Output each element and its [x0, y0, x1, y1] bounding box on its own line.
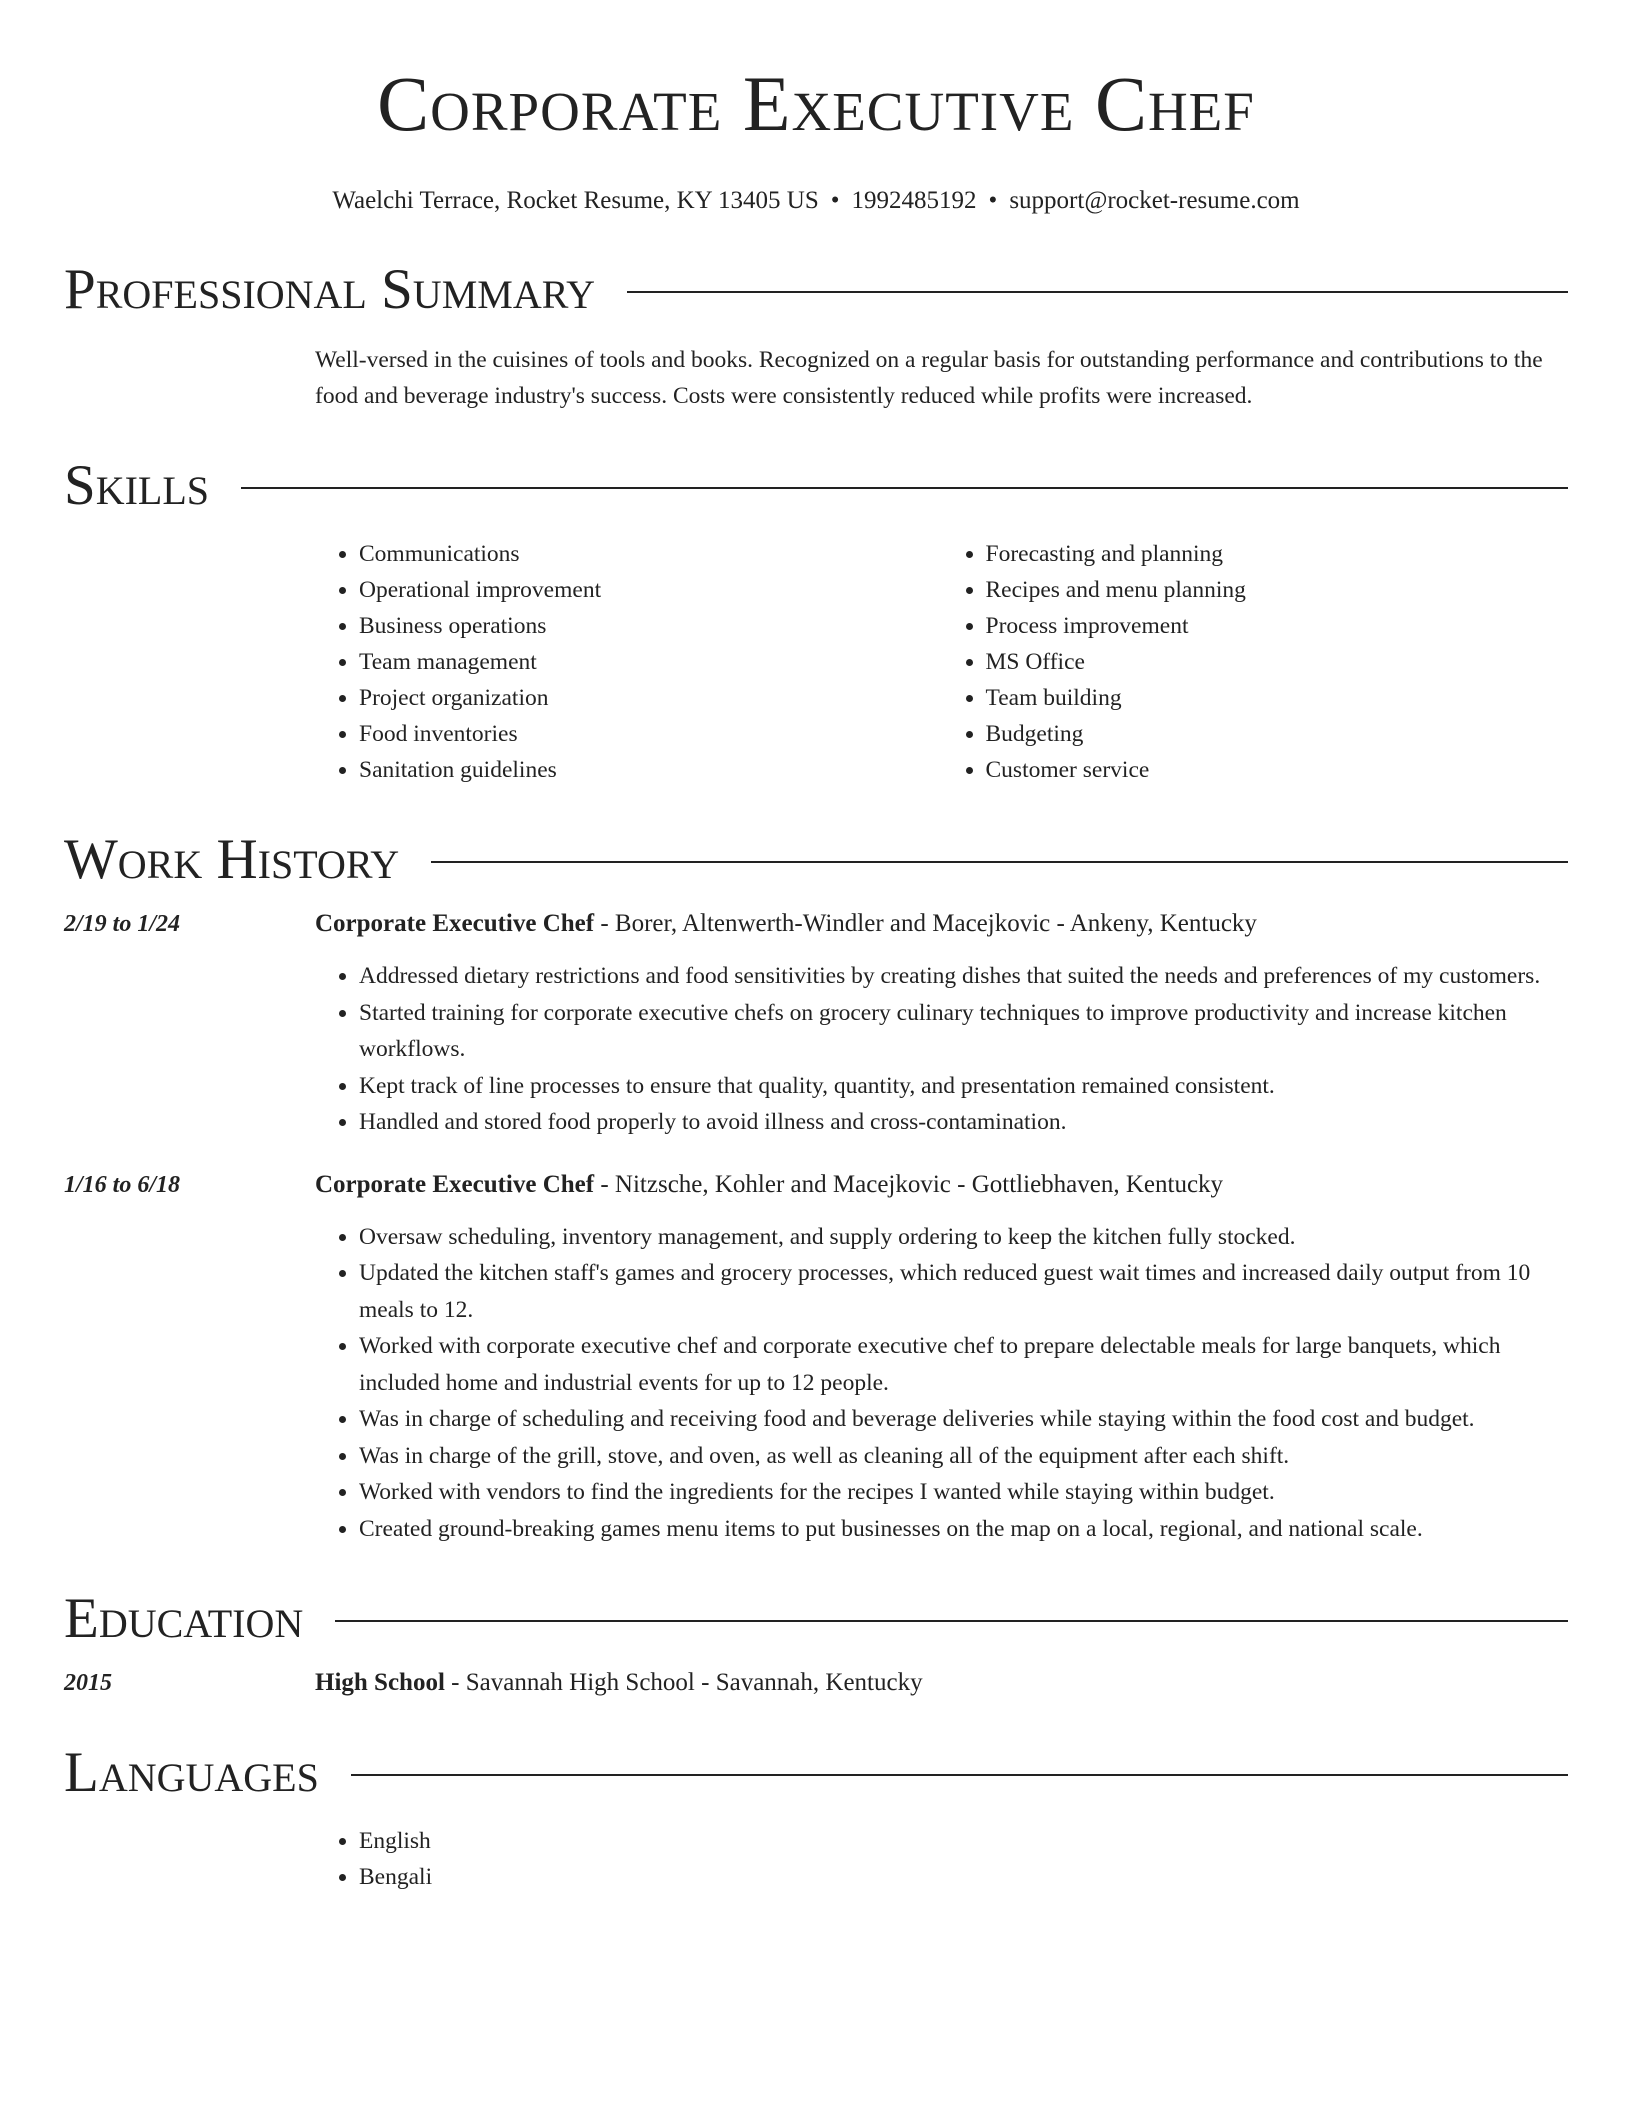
- job-entry: [64, 1167, 1568, 1548]
- section-divider: [351, 1774, 1568, 1776]
- job-bullet: • Worked with vendors to find the ingredients for the recipes I wanted while staying within budget.: [359, 1474, 1568, 1511]
- summary-text: Well-versed in the cuisines of tools and books. Recognized on a regular basis for outstanding performance and contributions to the food and beverage industry's success. Costs were consistently reduced while profits were increased.: [315, 347, 1543, 409]
- education-details: [315, 1665, 1568, 1701]
- job-heading: [315, 906, 1568, 942]
- skill-item: • Forecasting and planning: [986, 536, 1569, 572]
- job-details: [315, 1167, 1568, 1548]
- skill-item: • Communications: [359, 536, 942, 572]
- job-details: [315, 906, 1568, 1141]
- work-heading: Work History: [64, 828, 400, 891]
- skill-item: • Project organization: [359, 680, 942, 716]
- job-bullet: • Created ground-breaking games menu items to put businesses on the map on a local, regional, and national scale.: [359, 1511, 1568, 1548]
- education-section-header: [64, 1587, 1568, 1651]
- job-bullet: • Worked with corporate executive chef and corporate executive chef to prepare delectable meals for large banquets, which included home and industrial events for up to 12 people.: [359, 1328, 1568, 1401]
- job-dates: 1/16 to 6/18: [64, 1171, 181, 1198]
- section-divider: [241, 487, 1568, 489]
- skill-item: • Customer service: [986, 752, 1569, 788]
- job-bullet: • Was in charge of scheduling and receiving food and beverage deliveries while staying within the food cost and budget.: [359, 1401, 1568, 1438]
- job-employer: - Borer, Altenwerth-Windler and Macejkovic - Ankeny, Kentucky: [594, 910, 1257, 937]
- skill-item: • MS Office: [986, 644, 1569, 680]
- skills-column-right: [942, 536, 1569, 788]
- skill-item: • Operational improvement: [359, 572, 942, 608]
- job-bullet: • Was in charge of the grill, stove, and oven, as well as cleaning all of the equipment after each shift.: [359, 1438, 1568, 1475]
- education-school: - Savannah High School - Savannah, Kentucky: [444, 1669, 923, 1696]
- contact-phone: 1992485192: [851, 187, 977, 214]
- languages-section-header: [64, 1741, 1568, 1805]
- language-item: • Bengali: [359, 1859, 1568, 1895]
- work-section-header: [64, 828, 1568, 892]
- job-entry: [64, 906, 1568, 1141]
- education-entry: [64, 1665, 1568, 1701]
- education-heading: Education: [64, 1587, 304, 1650]
- job-heading: [315, 1167, 1568, 1203]
- languages-items: [315, 1823, 1568, 1895]
- job-title: Corporate Executive Chef: [315, 910, 595, 937]
- job-bullet: • Handled and stored food properly to avoid illness and cross-contamination.: [359, 1104, 1568, 1141]
- skill-item: • Food inventories: [359, 716, 942, 752]
- skills-section-header: [64, 454, 1568, 518]
- contact-line: [64, 184, 1568, 218]
- summary-section-header: [64, 258, 1568, 322]
- section-divider: [335, 1620, 1568, 1622]
- section-divider: [627, 291, 1568, 293]
- skills-column-left: [315, 536, 942, 788]
- job-bullet: • Updated the kitchen staff's games and grocery processes, which reduced guest wait times and increased daily output from 10 meals to 12.: [359, 1255, 1568, 1328]
- education-year: 2015: [64, 1670, 112, 1696]
- skill-item: • Process improvement: [986, 608, 1569, 644]
- skill-item: • Team building: [986, 680, 1569, 716]
- job-bullet: • Oversaw scheduling, inventory management, and supply ordering to keep the kitchen fully stocked.: [359, 1219, 1568, 1256]
- skill-item: • Budgeting: [986, 716, 1569, 752]
- skill-item: • Business operations: [359, 608, 942, 644]
- job-bullets: [315, 958, 1568, 1141]
- contact-separator: •: [988, 187, 998, 214]
- section-divider: [431, 861, 1568, 863]
- job-bullet: • Started training for corporate executive chefs on grocery culinary techniques to improve productivity and increase kitchen workflows.: [359, 995, 1568, 1068]
- contact-email: support@rocket-resume.com: [1009, 187, 1300, 214]
- languages-list: [315, 1823, 1568, 1895]
- job-title: Corporate Executive Chef: [315, 1170, 595, 1198]
- job-bullets: [315, 1219, 1568, 1548]
- skill-item: • Team management: [359, 644, 942, 680]
- language-item: • English: [359, 1823, 1568, 1859]
- job-dates: 2/19 to 1/24: [64, 911, 181, 937]
- summary-heading: Professional Summary: [64, 258, 596, 321]
- languages-heading: Languages: [64, 1741, 319, 1804]
- job-employer: - Nitzsche, Kohler and Macejkovic - Gottliebhaven, Kentucky: [594, 1170, 1224, 1198]
- contact-separator: •: [830, 187, 840, 214]
- skill-item: • Sanitation guidelines: [359, 752, 942, 788]
- candidate-name: Corporate Executive Chef: [377, 60, 1255, 147]
- education-degree: High School: [315, 1669, 445, 1696]
- skill-item: • Recipes and menu planning: [986, 572, 1569, 608]
- skills-heading: Skills: [64, 454, 210, 517]
- contact-address: Waelchi Terrace, Rocket Resume, KY 13405 US: [332, 187, 819, 214]
- job-bullet: • Kept track of line processes to ensure that quality, quantity, and presentation remained consistent.: [359, 1068, 1568, 1105]
- job-bullet: • Addressed dietary restrictions and food sensitivities by creating dishes that suited the needs and preferences of my customers.: [359, 958, 1568, 995]
- skills-list: [315, 536, 1568, 788]
